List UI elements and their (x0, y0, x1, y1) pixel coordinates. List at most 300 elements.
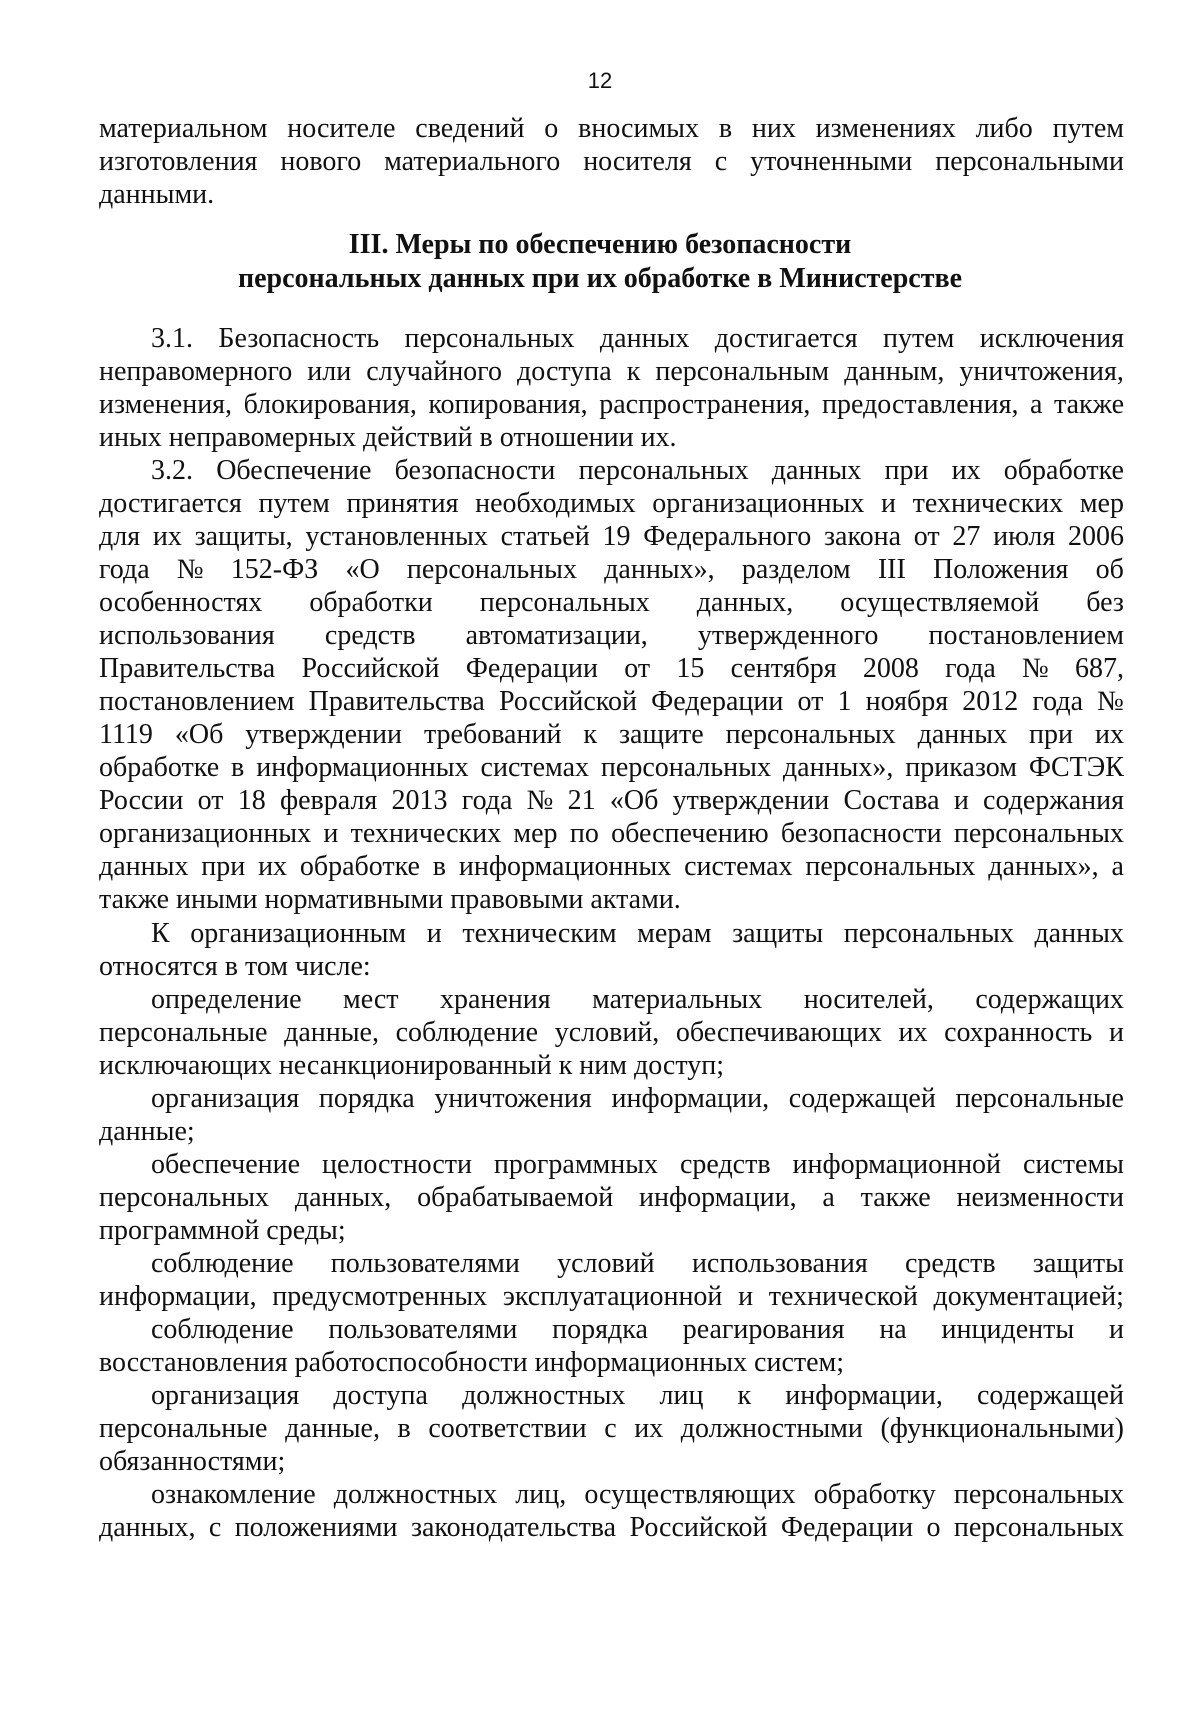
word: «Об (174, 719, 224, 750)
word: организационных (99, 818, 312, 849)
word: 1 (837, 686, 852, 717)
word: персональных (953, 818, 1124, 849)
word: 15 (676, 653, 705, 684)
word: носителе (287, 113, 396, 144)
word: Состава (843, 785, 940, 816)
text-line (99, 586, 1124, 619)
word: а (1030, 389, 1043, 420)
word: от (624, 653, 651, 684)
word: целостности (321, 1149, 473, 1180)
word: III (877, 554, 906, 585)
word: мест (342, 984, 399, 1015)
word: данные, (284, 1017, 379, 1048)
word: обрабатываемой (417, 1182, 614, 1213)
word: 18 (237, 785, 266, 816)
word: данных», (604, 554, 715, 585)
word: № (1097, 686, 1124, 717)
word: соблюдение (395, 1017, 539, 1048)
word: должностными (680, 1413, 863, 1444)
word: и (1109, 1314, 1124, 1345)
word: сентября (730, 653, 837, 684)
word: требований (423, 719, 562, 750)
word: материальном (99, 113, 268, 144)
text-line (99, 553, 1124, 586)
word: данные, (285, 1413, 380, 1444)
word: содержащей (976, 1380, 1124, 1411)
word: защиты, (194, 521, 293, 552)
word: Положения (933, 554, 1069, 585)
word: постановлением (928, 620, 1124, 651)
word: Российской (498, 686, 637, 717)
word: приказом (905, 752, 1017, 783)
word: принятия (346, 488, 459, 519)
word: их (898, 1017, 928, 1048)
word: февраля (279, 785, 378, 816)
paragraph-3-1 (99, 322, 1124, 454)
word: и (1108, 1017, 1124, 1048)
section-heading-line-2: персональных данных при их обработке в Министерстве (237, 263, 963, 294)
word: материальных (592, 984, 763, 1015)
word: защите (618, 719, 704, 750)
word: достигается (714, 323, 858, 354)
word: персональными (935, 146, 1124, 177)
word: данных (771, 455, 862, 486)
word: при (1029, 719, 1073, 750)
word: обработке (1003, 455, 1124, 486)
word: порядка (318, 1083, 415, 1114)
word: мер (1079, 488, 1124, 519)
word: защиты (732, 918, 824, 949)
word: путем (258, 488, 330, 519)
word: также (860, 1182, 931, 1213)
continuation-paragraph (99, 112, 1124, 211)
word: года (99, 554, 150, 585)
word: автоматизации, (465, 620, 648, 651)
text-line (99, 454, 1124, 487)
word: Российской (629, 1512, 768, 1543)
word: в (432, 851, 447, 882)
word: обработки (309, 587, 433, 618)
word: технических (912, 488, 1064, 519)
word: средств (905, 1248, 996, 1279)
word: № (526, 785, 554, 816)
word: года (461, 785, 513, 816)
word: 1119 (99, 719, 153, 750)
text-line (99, 355, 1124, 388)
text-line (99, 685, 1124, 718)
text-line (99, 751, 1124, 784)
word: средств (324, 620, 416, 651)
word: к (583, 719, 597, 750)
word: к (737, 1380, 752, 1411)
word: при (884, 455, 929, 486)
word: обеспечивающих (675, 1017, 882, 1048)
word: доступа (517, 356, 612, 387)
word: информации, (785, 1380, 943, 1411)
word: положениями (234, 1512, 398, 1543)
word: программных (493, 1149, 659, 1180)
word: обеспечение (151, 1149, 301, 1180)
word: в (397, 1413, 411, 1444)
word: утвержденного (697, 620, 879, 651)
word: Безопасность (218, 323, 380, 354)
text-line (99, 1478, 1124, 1511)
word: использования (99, 620, 275, 651)
word: а (1111, 851, 1124, 882)
word: информации, (611, 1083, 770, 1114)
text-line (99, 817, 1124, 850)
word: при (201, 851, 246, 882)
word: данных (917, 719, 1008, 750)
word: данных, (696, 587, 794, 618)
word: без (1086, 587, 1124, 618)
word: предусмотренных (272, 1281, 488, 1312)
word: и (953, 785, 969, 816)
measure-item (99, 1379, 1124, 1478)
measure-item (99, 1478, 1124, 1544)
word: персональных (805, 851, 976, 882)
word: закона (823, 521, 902, 552)
word: содержащих (975, 984, 1124, 1015)
word: распространения, (599, 389, 811, 420)
text-line (99, 652, 1124, 685)
word: системах (684, 851, 793, 882)
word: данных (599, 323, 690, 354)
text-line (99, 1148, 1124, 1181)
word: ноября (865, 686, 949, 717)
word: и (881, 488, 897, 519)
word: информационной (792, 1149, 1002, 1180)
word: уничтожения (434, 1083, 592, 1114)
word: сохранность (944, 1017, 1093, 1048)
word: персональных (725, 719, 896, 750)
word: Обеспечение (216, 455, 372, 486)
word: Федерального (643, 521, 812, 552)
word: неправомерного (99, 356, 293, 387)
word: персональных (578, 455, 749, 486)
word: осуществляющих (584, 1479, 796, 1510)
word: технической (768, 1281, 918, 1312)
measures-intro (99, 917, 1124, 983)
word: установленных (305, 521, 488, 552)
word: персональных (953, 1479, 1124, 1510)
text-line (99, 1313, 1124, 1346)
word: также (1053, 389, 1124, 420)
text-line: программной среды; (99, 1215, 346, 1246)
word: разделом (741, 554, 851, 585)
word: материального (384, 146, 561, 177)
word: К (151, 918, 170, 949)
word: блокирования, (243, 389, 417, 420)
word: организация (151, 1380, 300, 1411)
word: соблюдение (151, 1314, 294, 1345)
word: пользователями (328, 1314, 518, 1345)
word: обработке (299, 851, 420, 882)
word: 2006 (1067, 521, 1124, 552)
word: условий, (554, 1017, 660, 1048)
word: 2012 (962, 686, 1019, 717)
measure-item (99, 983, 1124, 1082)
text-line (99, 322, 1124, 355)
word: о (926, 1512, 941, 1543)
word: и (426, 918, 442, 949)
word: данных», (782, 752, 894, 783)
word: для (99, 521, 141, 552)
text-line (99, 520, 1124, 553)
measure-item (99, 1247, 1124, 1313)
word: постановлением (99, 686, 295, 717)
word: нового (280, 146, 362, 177)
word: информационных (256, 752, 469, 783)
word: инциденты (941, 1314, 1075, 1345)
word: системах (480, 752, 589, 783)
word: уничтожения, (959, 356, 1124, 387)
word: персональных (600, 752, 771, 783)
word: от (797, 686, 824, 717)
word: № (1022, 653, 1049, 684)
word: мерам (637, 918, 712, 949)
text-line: обязанностями; (99, 1446, 286, 1477)
word: защиты (1032, 1248, 1124, 1279)
word: должностных (462, 1380, 626, 1411)
word: персональных (404, 323, 575, 354)
text-line (99, 1280, 1124, 1313)
word: Правительства (308, 686, 485, 717)
text-line: данными. (99, 179, 215, 210)
word: персональных (406, 554, 577, 585)
word: года (945, 653, 996, 684)
word: изменения, (99, 389, 233, 420)
word: персональные (99, 1017, 268, 1048)
text-line (99, 112, 1124, 145)
word: 2008 (862, 653, 919, 684)
word: либо (975, 113, 1033, 144)
word: системы (1022, 1149, 1124, 1180)
word: документацией; (933, 1281, 1124, 1312)
word: технических (350, 818, 502, 849)
text-line (99, 388, 1124, 421)
word: эксплуатационной (502, 1281, 723, 1312)
word: персональных (99, 1182, 270, 1213)
word: их (152, 521, 182, 552)
word: организационных (652, 488, 865, 519)
word: «О (345, 554, 380, 585)
word: статьей (500, 521, 590, 552)
word: изменениях (815, 113, 956, 144)
word: 687, (1075, 653, 1124, 684)
word: вносимых (578, 113, 699, 144)
word: к (626, 356, 641, 387)
word: лиц, (515, 1479, 567, 1510)
text-line (99, 619, 1124, 652)
word: а (822, 1182, 835, 1213)
text-line (99, 850, 1124, 883)
word: России (99, 785, 184, 816)
text-line: также иными нормативными правовыми актами. (99, 884, 681, 915)
word: обработке (99, 752, 220, 783)
word: 27 (952, 521, 981, 552)
word: и (323, 818, 339, 849)
word: их (951, 455, 981, 486)
text-line (99, 784, 1124, 817)
word: о (544, 113, 559, 144)
word: достигается (99, 488, 242, 519)
word: обработку (813, 1479, 936, 1510)
word: хранения (439, 984, 551, 1015)
text-line: восстановления работоспособности информационных систем; (99, 1347, 845, 1378)
word: утверждении (245, 719, 402, 750)
word: года (1032, 686, 1084, 717)
text-line (99, 983, 1124, 1016)
text-line (99, 1412, 1124, 1445)
word: об (1095, 554, 1124, 585)
word: № (176, 554, 204, 585)
word: данных, (99, 1512, 196, 1543)
word: информации, (639, 1182, 797, 1213)
word: 19 (602, 521, 631, 552)
word: законодательства (410, 1512, 617, 1543)
word: условий (557, 1248, 655, 1279)
word: уточненными (750, 146, 913, 177)
text-line (99, 145, 1124, 178)
text-line: относятся в том числе: (99, 951, 371, 982)
word: случайного (366, 356, 502, 387)
text-line (99, 1247, 1124, 1280)
word: исключения (979, 323, 1124, 354)
word: копирования, (428, 389, 588, 420)
word: в (718, 113, 733, 144)
text-line (99, 1181, 1124, 1214)
word: 152-ФЗ (230, 554, 319, 585)
word: 3.1. (151, 323, 193, 354)
text-line (99, 1082, 1124, 1115)
measure-item (99, 1082, 1124, 1148)
word: их (258, 851, 288, 882)
word: от (913, 521, 940, 552)
word: обеспечению (611, 818, 769, 849)
word: в (231, 752, 245, 783)
text-line (99, 487, 1124, 520)
word: 3.2. (151, 455, 193, 486)
measure-item (99, 1313, 1124, 1379)
word: средств (679, 1149, 771, 1180)
word: Правительства (99, 653, 276, 684)
word: информации, (99, 1281, 257, 1312)
word: персональных (953, 1512, 1124, 1543)
word: данных (99, 851, 189, 882)
word: информационных (458, 851, 672, 882)
word: их (1094, 719, 1124, 750)
word: на (879, 1314, 907, 1345)
word: изготовления (99, 146, 258, 177)
word: или (307, 356, 352, 387)
word: содержания (983, 785, 1124, 816)
word: ФСТЭК (1028, 752, 1124, 783)
text-line (99, 1511, 1124, 1544)
word: «Об (609, 785, 659, 816)
word: носителя (583, 146, 692, 177)
word: 21 (567, 785, 596, 816)
word: по (569, 818, 599, 849)
page-number: 12 (587, 68, 613, 93)
word: их (634, 1413, 664, 1444)
word: 2013 (391, 785, 448, 816)
word: июля (993, 521, 1056, 552)
word: Федерации (780, 1512, 914, 1543)
word: должностных (333, 1479, 498, 1510)
word: безопасности (394, 455, 556, 486)
word: данных», (988, 851, 1099, 882)
word: персональным (655, 356, 830, 387)
word: организация (151, 1083, 300, 1114)
word: персональные (955, 1083, 1124, 1114)
section-heading-line-1: III. Меры по обеспечению безопасности (348, 229, 852, 260)
word: соблюдение (151, 1248, 294, 1279)
paragraph-3-2 (99, 454, 1124, 916)
word: содержащей (788, 1083, 936, 1114)
section-heading (0, 228, 1200, 296)
word: с (604, 1413, 617, 1444)
word: данных (1034, 918, 1124, 949)
word: безопасности (780, 818, 942, 849)
word: осуществляемой (840, 587, 1040, 618)
measure-item (99, 1148, 1124, 1247)
text-line: иных неправомерных действий в отношении их. (99, 422, 677, 453)
word: техническим (462, 918, 617, 949)
word: Российской (301, 653, 440, 684)
text-line (99, 1016, 1124, 1049)
word: путем (883, 323, 955, 354)
text-line (99, 718, 1124, 751)
text-line (99, 1379, 1124, 1412)
word: персональные (99, 1413, 268, 1444)
word: особенностях (99, 587, 263, 618)
word: с (208, 1512, 222, 1543)
word: порядка (552, 1314, 648, 1345)
word: персональных (843, 918, 1014, 949)
word: мер (513, 818, 558, 849)
word: носителей, (803, 984, 934, 1015)
word: использования (691, 1248, 868, 1279)
word: Федерации (465, 653, 598, 684)
word: путем (1052, 113, 1124, 144)
text-line: исключающих несанкционированный к ним доступ; (99, 1050, 724, 1081)
word: неизменности (956, 1182, 1124, 1213)
text-line: данные; (99, 1116, 195, 1147)
word: ознакомление (151, 1479, 316, 1510)
word: и (738, 1281, 754, 1312)
word: персональных (479, 587, 650, 618)
word: Федерации (651, 686, 784, 717)
word: определение (151, 984, 302, 1015)
word: необходимых (475, 488, 636, 519)
word: утверждении (672, 785, 830, 816)
word: предоставления, (821, 389, 1019, 420)
word: организационным (190, 918, 407, 949)
word: сведений (415, 113, 525, 144)
word: (функциональными) (880, 1413, 1124, 1444)
word: пользователями (330, 1248, 520, 1279)
word: от (197, 785, 224, 816)
word: доступа (333, 1380, 428, 1411)
word: данных, (294, 1182, 392, 1213)
word: данным, (844, 356, 945, 387)
word: них (751, 113, 796, 144)
word: реагирования (682, 1314, 845, 1345)
word: лиц (659, 1380, 704, 1411)
text-line (99, 917, 1124, 950)
word: соответствии (428, 1413, 587, 1444)
